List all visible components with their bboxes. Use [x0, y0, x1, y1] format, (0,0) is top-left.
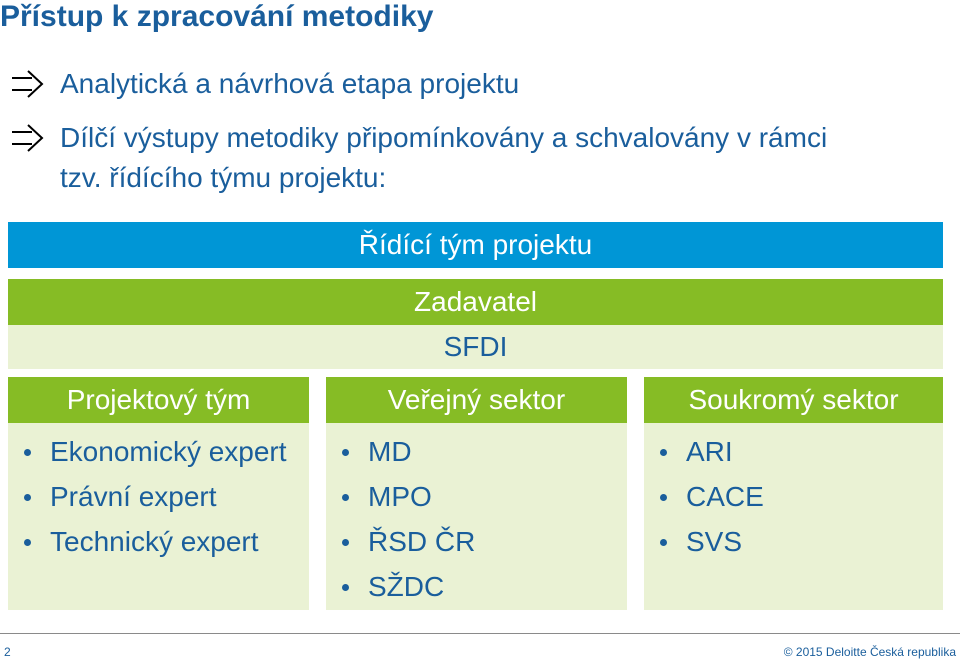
bullet-text: Analytická a návrhová etapa projektu — [60, 68, 520, 99]
column-head: Projektový tým — [8, 377, 309, 423]
bullet-dot-icon — [24, 539, 31, 546]
list-item-text: ARI — [686, 436, 733, 467]
list-item — [8, 523, 309, 561]
list-item-text: MD — [368, 436, 412, 467]
list-item — [644, 433, 943, 471]
column-project-team — [8, 377, 309, 610]
list-item-text: SŽDC — [368, 571, 445, 602]
list-item — [326, 523, 627, 561]
bullet-dot-icon — [342, 449, 349, 456]
bullet-dot-icon — [660, 494, 667, 501]
footer-divider — [0, 633, 960, 634]
column-head: Veřejný sektor — [326, 377, 627, 423]
sponsor-value: SFDI — [8, 325, 943, 369]
sponsor-bar: Zadavatel — [8, 279, 943, 325]
bullet-dot-icon — [342, 539, 349, 546]
list-item-text: MPO — [368, 481, 432, 512]
copyright-text: © 2015 Deloitte Česká republika — [783, 645, 956, 659]
bullet-text-line2: tzv. řídícího týmu projektu: — [60, 162, 387, 193]
list-item — [644, 478, 943, 516]
bullet-dot-icon — [24, 494, 31, 501]
list-item-text: CACE — [686, 481, 764, 512]
bullet-text-line1: Dílčí výstupy metodiky připomínkovány a schvalovány v rámci — [60, 122, 828, 153]
column-body — [644, 423, 943, 610]
column-public-sector — [326, 377, 627, 610]
bullet-dot-icon — [342, 584, 349, 591]
bullet-dot-icon — [342, 494, 349, 501]
list-item-text: SVS — [686, 526, 743, 557]
list-item — [8, 433, 309, 471]
column-private-sector — [644, 377, 943, 610]
list-item — [8, 478, 309, 516]
list-item — [326, 478, 627, 516]
double-arrow-icon — [10, 120, 46, 156]
steering-committee-bar: Řídící tým projektu — [8, 222, 943, 268]
list-item — [326, 568, 627, 606]
list-item-text: Technický expert — [50, 526, 259, 557]
list-item — [326, 433, 627, 471]
list-item — [644, 523, 943, 561]
slide-title: Přístup k zpracování metodiky — [0, 0, 434, 33]
bullet-dot-icon — [660, 539, 667, 546]
page-number: 2 — [4, 645, 11, 659]
column-body — [326, 423, 627, 610]
column-head: Soukromý sektor — [644, 377, 943, 423]
bullet-dot-icon — [660, 449, 667, 456]
list-item-text: Ekonomický expert — [50, 436, 287, 467]
double-arrow-icon — [10, 66, 46, 102]
column-body — [8, 423, 309, 610]
list-item-text: Právní expert — [50, 481, 217, 512]
list-item-text: ŘSD ČR — [368, 526, 476, 557]
bullet-dot-icon — [24, 449, 31, 456]
